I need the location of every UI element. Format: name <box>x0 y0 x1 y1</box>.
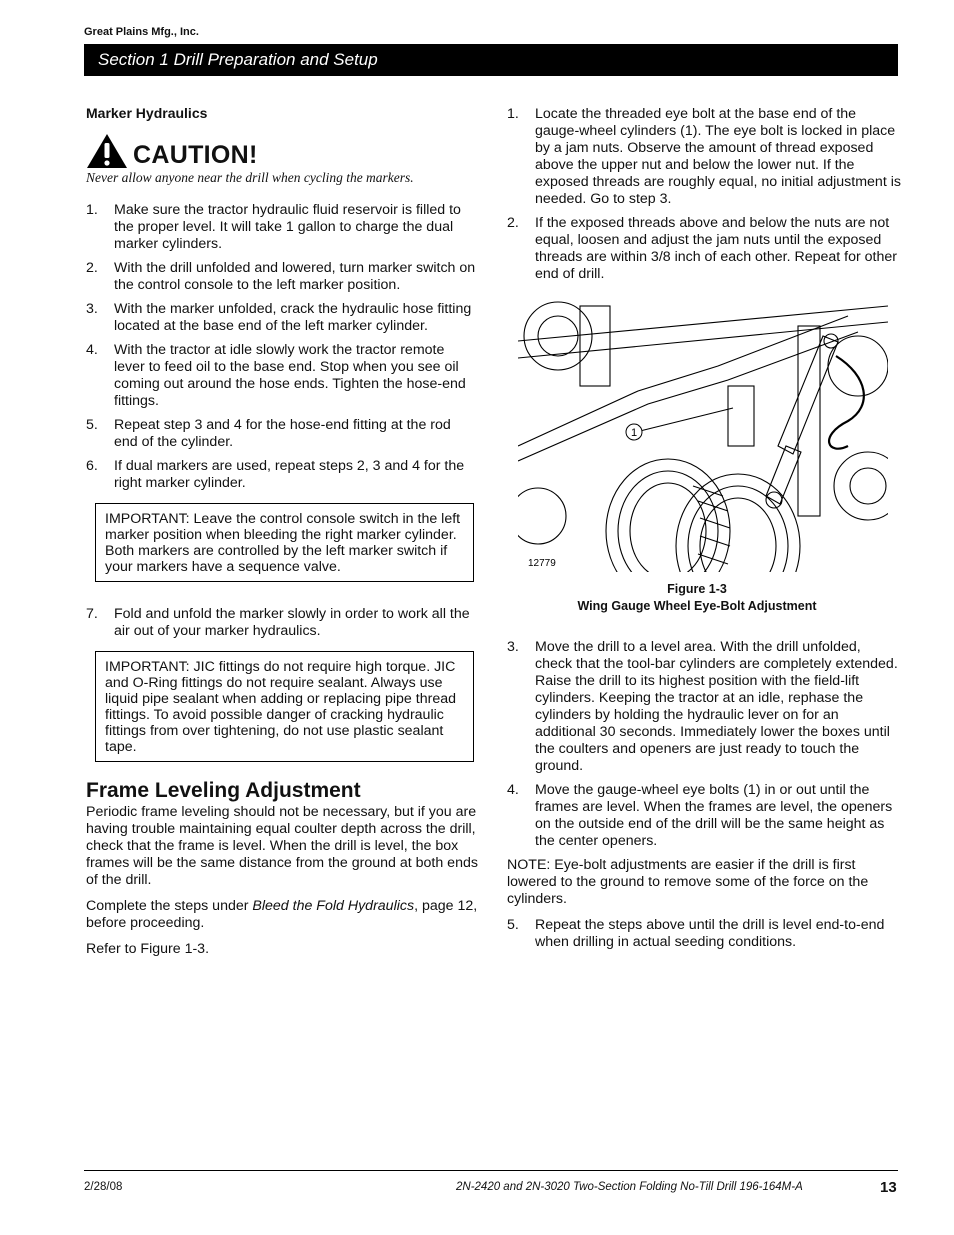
figure-gauge-wheel-illustration <box>518 296 888 572</box>
frame-leveling-paragraph: Periodic frame leveling should not be necessary, but if you are having trouble maintaining equal coulter depth across the drill, check that the frame is level. When the drill is level, the box frames will be the same distance from the ground at both ends of the drill. <box>86 804 478 888</box>
gauge-wheel-drawing <box>518 296 888 572</box>
caution-title: CAUTION! <box>133 141 258 169</box>
list-item: 1. Locate the threaded eye bolt at the base end of the gauge-wheel cylinders (1). The eye bolt is locked in place by a jam nuts. Observe the amount of thread exposed above the upper nut and below the lower nut. If the exposed threads are roughly equal, no initial adjustment is needed. Go to step 3. <box>507 106 901 207</box>
section-header-bar: Section 1 Drill Preparation and Setup <box>84 44 898 76</box>
caution-block <box>86 133 128 174</box>
figure-callout-1: 1 <box>630 427 638 439</box>
figure-caption <box>520 581 874 615</box>
footer-document-title: 2N-2420 and 2N-3020 Two-Section Folding No-Till Drill 196-164M-A <box>456 1181 803 1193</box>
marker-steps-list <box>86 202 478 499</box>
eye-bolt-steps-list <box>507 106 901 290</box>
list-item: 1. Make sure the tractor hydraulic fluid reservoir is filled to the proper level. It will take 1 gallon to charge the dual marker cylinders. <box>86 202 461 252</box>
list-item: 4. Move the gauge-wheel eye bolts (1) in or out until the frames are level. When the frames are level, the openers on the outside end of the drill will be the same height as the center openers. <box>507 782 893 849</box>
list-item: 5. Repeat the steps above until the drill is level end-to-end when drilling in actual seeding conditions. <box>507 917 885 950</box>
marker-step-7 <box>86 606 478 647</box>
leveling-steps-list <box>507 639 901 857</box>
caution-text: Never allow anyone near the drill when cycling the markers. <box>86 170 414 185</box>
figure-caption-title: Wing Gauge Wheel Eye-Bolt Adjustment <box>577 599 817 613</box>
footer-divider <box>84 1170 898 1171</box>
leveling-step-5 <box>507 917 901 958</box>
refer-figure-text: Refer to Figure 1-3. <box>86 941 210 957</box>
list-item: 3. Move the drill to a level area. With the drill unfolded, check that the tool-bar cylinders are completely extended. Raise the drill to its highest position with the field-lift cylinders. Keeping the tractor at an idle, rephase the cylinders by holding the hydraulic lever on for an additional 30 seconds. Immediately lower the boxes until the coulters and openers are just ready to touch the ground. <box>507 639 898 774</box>
marker-hydraulics-subhead: Marker Hydraulics <box>86 105 208 121</box>
company-name: Great Plains Mfg., Inc. <box>84 26 199 38</box>
warning-triangle-icon <box>86 133 128 169</box>
list-item: 2. If the exposed threads above and below the nuts are not equal, loosen and adjust the jam nuts until the exposed threads are within 3/8 inch of each other. Repeat for other end of drill. <box>507 215 898 282</box>
list-item: 6. If dual markers are used, repeat steps 2, 3 and 4 for the right marker cylinder. <box>86 458 465 491</box>
frame-leveling-heading: Frame Leveling Adjustment <box>86 779 361 802</box>
complete-steps-paragraph: Complete the steps under Bleed the Fold Hydraulics, page 12, before proceeding. <box>86 898 478 931</box>
figure-caption-number: Figure 1-3 <box>667 582 727 596</box>
note-paragraph: NOTE: Eye-bolt adjustments are easier if the drill is first lowered to the ground to remove some of the force on the cylinders. <box>507 857 869 907</box>
page-number: 13 <box>880 1179 897 1196</box>
list-item: 2. With the drill unfolded and lowered, turn marker switch on the control console to the left marker position. <box>86 260 476 293</box>
important-box-bleeding: IMPORTANT: Leave the control console switch in the left marker position when bleeding the right marker cylinder. Both markers are controlled by the left marker switch if your markers have a sequence valve. <box>95 503 474 582</box>
list-item: 3. With the marker unfolded, crack the hydraulic hose fitting located at the base end of the left marker cylinder. <box>86 301 472 334</box>
important-box-fittings: IMPORTANT: JIC fittings do not require high torque. JIC and O-Ring fittings do not require sealant. Always use liquid pipe sealant when adding or replacing pipe thread fittings. To avoid possible danger of cracking hydraulic fittings from over tightening, do not use plastic sealant tape. <box>95 651 474 762</box>
list-item: 4. With the tractor at idle slowly work the tractor remote lever to feed oil to the base end. Stop when you see oil coming out around the hose ends. Tighten the hose-end fittings. <box>86 342 466 409</box>
bleed-fold-reference: Bleed the Fold Hydraulics <box>252 898 415 914</box>
footer-date: 2/28/08 <box>84 1181 123 1193</box>
list-item: 5. Repeat step 3 and 4 for the hose-end fitting at the rod end of the cylinder. <box>86 417 451 450</box>
list-item: 7. Fold and unfold the marker slowly in order to work all the air out of your marker hydraulics. <box>86 606 470 639</box>
figure-number: 12779 <box>528 558 556 569</box>
